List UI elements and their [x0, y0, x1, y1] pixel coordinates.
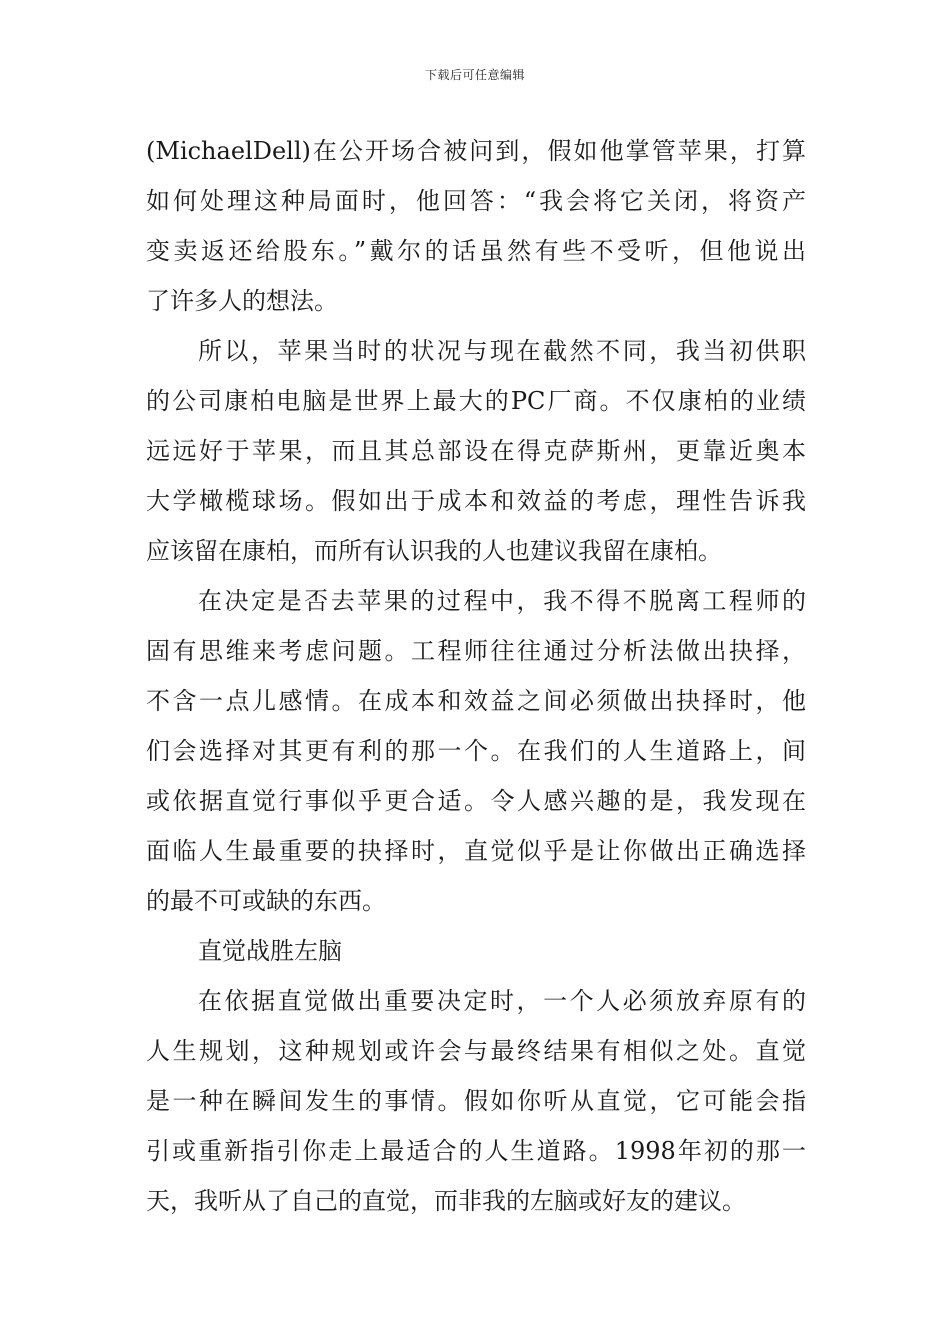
- text-line: 变卖返还给股东。”戴尔的话虽然有些不受听，但他说出: [146, 237, 806, 265]
- text-line: 面临人生最重要的抉择时，直觉似乎是让你做出正确选择: [146, 837, 806, 865]
- text-line: 的公司康柏电脑是世界上最大的PC厂商。不仅康柏的业绩: [146, 387, 806, 415]
- paragraph-3: [146, 576, 806, 926]
- text-line: 人生规划，这种规划或许会与最终结果有相似之处。直觉: [146, 1037, 806, 1065]
- text-line: 如何处理这种局面时，他回答：“我会将它关闭，将资产: [146, 187, 806, 215]
- page-header-note: 下载后可任意编辑: [424, 68, 525, 82]
- text-line: 在决定是否去苹果的过程中，我不得不脱离工程师的: [198, 587, 806, 615]
- text-line: 固有思维来考虑问题。工程师往往通过分析法做出抉择，: [146, 637, 806, 665]
- text-line: 在依据直觉做出重要决定时，一个人必须放弃原有的: [198, 987, 806, 1015]
- section-heading-text: 直觉战胜左脑: [198, 937, 342, 965]
- text-line: 了许多人的想法。: [146, 287, 338, 315]
- text-line: 的最不可或缺的东西。: [146, 887, 386, 915]
- section-heading: [146, 926, 806, 976]
- text-line: 大学橄榄球场。假如出于成本和效益的考虑，理性告诉我: [146, 487, 806, 515]
- text-line: 不含一点儿感情。在成本和效益之间必须做出抉择时，他: [146, 687, 806, 715]
- text-line: 们会选择对其更有利的那一个。在我们的人生道路上，间: [146, 737, 806, 765]
- text-line: 引或重新指引你走上最适合的人生道路。1998年初的那一: [146, 1137, 806, 1165]
- text-line: 是一种在瞬间发生的事情。假如你听从直觉，它可能会指: [146, 1087, 806, 1115]
- paragraph-4: [146, 976, 806, 1226]
- text-line: 所以，苹果当时的状况与现在截然不同，我当初供职: [198, 337, 806, 365]
- text-line: 应该留在康柏，而所有认识我的人也建议我留在康柏。: [146, 537, 722, 565]
- text-line: 远远好于苹果，而且其总部设在得克萨斯州，更靠近奥本: [146, 437, 806, 465]
- document-body: [146, 126, 806, 1226]
- text-line: (MichaelDell)在公开场合被问到，假如他掌管苹果，打算: [146, 137, 806, 165]
- text-line: 天，我听从了自己的直觉，而非我的左脑或好友的建议。: [146, 1187, 746, 1215]
- paragraph-2: [146, 326, 806, 576]
- paragraph-1: [146, 126, 806, 326]
- text-line: 或依据直觉行事似乎更合适。令人感兴趣的是，我发现在: [146, 787, 806, 815]
